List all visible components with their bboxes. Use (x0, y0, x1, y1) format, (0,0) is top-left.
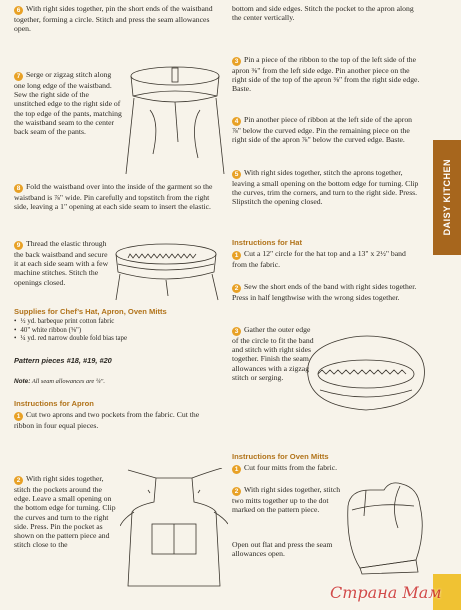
note-text: All seam allowances are ¼". (31, 378, 105, 385)
step-number: 2 (232, 487, 241, 496)
supplies-item: • ¼ yd. red narrow double fold bias tape (14, 335, 220, 344)
supplies-list (14, 318, 220, 344)
apron-step-2-cont (232, 4, 422, 22)
step-number: 1 (14, 412, 23, 421)
step-text: With right sides together, stitch the pockets around the edge. Leave a small opening on the bottom edge for turning. Clip the curves and turn to the right side. Press. Pin the pocket as shown on the pattern piece and stitch close to the (14, 474, 116, 550)
apron-step-5 (232, 168, 422, 207)
page-sidebar (431, 0, 461, 610)
apron-illustration (120, 468, 228, 594)
step-text: Gather the outer edge of the circle to fit the band and stitch with right sides together. Finish the seam allowances with a zigzag stitch or serging. (232, 325, 314, 382)
step-number: 9 (14, 241, 23, 250)
elastic-waistband-illustration (108, 238, 226, 302)
step-number: 1 (232, 251, 241, 260)
step-text: Cut two aprons and two pockets from the fabric. Cut the ribbon in four equal pieces. (14, 410, 200, 430)
hat-heading: Instructions for Hat (232, 238, 303, 247)
step-number: 2 (14, 476, 23, 485)
step-9 (14, 239, 109, 287)
supplies-item: • ½ yd. barbeque print cotton fabric (14, 318, 220, 327)
supplies-heading: Supplies for Chef’s Hat, Apron, Oven Mitts (14, 307, 167, 316)
step-text: Cut four mitts from the fabric. (244, 463, 338, 472)
apron-heading: Instructions for Apron (14, 399, 94, 408)
step-number: 3 (232, 57, 241, 66)
step-text: Pin another piece of ribbon at the left side of the apron ⅞" below the curved edge. Pin the remaining piece on the right side of the apron ⅞" below the curved edge. Baste. (232, 115, 413, 145)
step-text: Open out flat and press the seam allowances open. (232, 540, 333, 559)
supplies-item: • 40" white ribbon (⅝") (14, 327, 220, 336)
apron-step-3 (232, 55, 422, 94)
step-number: 4 (232, 117, 241, 126)
apron-step-4 (232, 115, 422, 144)
step-text: Thread the elastic through the back waistband and secure it at each side seam with a few machine stitches. Stitch the openings closed. (14, 239, 109, 287)
step-number: 7 (14, 72, 23, 81)
step-number: 5 (232, 170, 241, 179)
step-number: 3 (232, 327, 241, 336)
step-7 (14, 70, 122, 136)
step-text: Fold the waistband over into the inside of the garment so the waistband is ⅞" wide. Pin carefully and topstitch from the right side, leaving a 1" opening at each side seam to insert the elastic. (14, 182, 213, 212)
step-text: Pin a piece of the ribbon to the top of the left side of the apron ⅜" from the left side edge. Pin another piece on the right side of the top of the apron ⅜" from the right side edge. Baste. (232, 55, 420, 94)
pattern-pieces: Pattern pieces #18, #19, #20 (14, 356, 112, 365)
mitts-step-1 (232, 463, 422, 474)
step-text: Serge or zigzag stitch along one long edge of the waistband. Sew the right side of the unstitched edge to the right side of the top edge of the pants, matching the waistband seam to the center back seam of the pants. (14, 70, 122, 137)
step-number: 6 (14, 6, 23, 15)
step-8 (14, 182, 220, 211)
section-tab-label: DAISY KITCHEN (442, 159, 452, 236)
apron-step-1 (14, 410, 220, 430)
hat-illustration (300, 330, 432, 430)
mitts-step-3 (232, 540, 342, 558)
step-text: bottom and side edges. Stitch the pocket to the apron along the center vertically. (232, 4, 414, 23)
mitts-step-2 (232, 485, 346, 514)
waistband-pants-illustration (120, 62, 230, 180)
oven-mitt-illustration (340, 476, 432, 576)
step-text: With right sides together, stitch the aprons together, leaving a small opening on the bottom edge for turning. Clip the curves, trim the corners, and turn to the right side. Press. Slipstitch the opening closed. (232, 168, 419, 207)
step-text: Cut a 12" circle for the hat top and a 13" x 2½" band from the fabric. (232, 249, 406, 269)
step-text: Sew the short ends of the band with right sides together. Press in half lengthwise with the wrong sides together. (232, 282, 417, 302)
step-number: 1 (232, 465, 241, 474)
step-text: With right sides together, pin the short ends of the waistband together, forming a circle. Stitch and press the seam allowances open. (14, 4, 213, 34)
hat-step-2 (232, 282, 422, 302)
mitts-heading: Instructions for Oven Mitts (232, 452, 329, 461)
step-text: With right sides together, stitch two mitts together up to the dot marked on the pattern piece. (232, 485, 341, 515)
apron-step-2 (14, 474, 120, 549)
step-number: 2 (232, 284, 241, 293)
step-6 (14, 4, 220, 33)
note-label: Note: (14, 378, 31, 385)
step-number: 8 (14, 184, 23, 193)
section-tab (433, 140, 461, 255)
hat-step-1 (232, 249, 422, 269)
note (14, 378, 105, 385)
watermark: Страна Мам (330, 583, 442, 602)
